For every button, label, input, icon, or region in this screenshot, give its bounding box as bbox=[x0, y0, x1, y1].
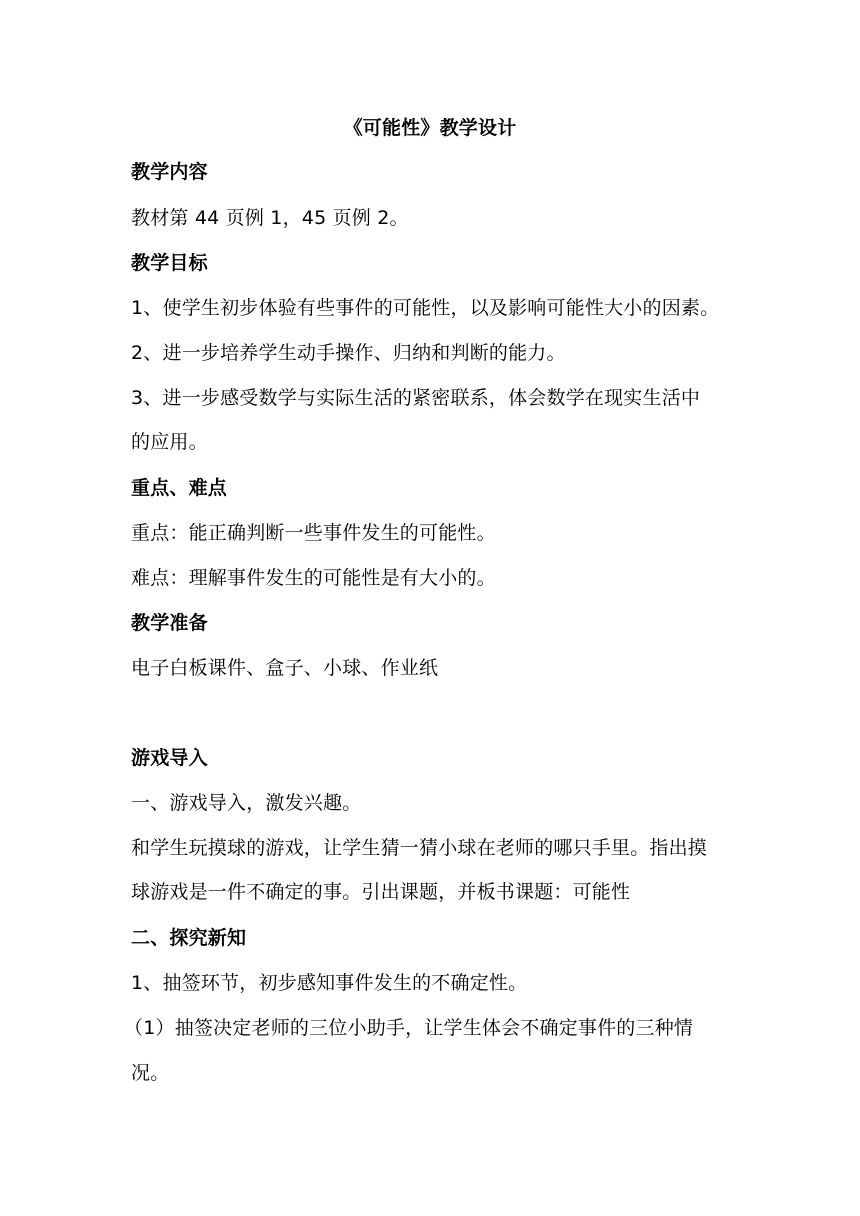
paragraph-line: 1、使学生初步体验有些事件的可能性，以及影响可能性大小的因素。 bbox=[131, 297, 720, 319]
heading-game-intro: 游戏导入 bbox=[131, 747, 208, 769]
paragraph-line: 球游戏是一件不确定的事。引出课题，并板书课题：可能性 bbox=[131, 881, 631, 903]
paragraph-line: 3、进一步感受数学与实际生活的紧密联系，体会数学在现实生活中 bbox=[131, 387, 701, 409]
paragraph-line: 2、进一步培养学生动手操作、归纳和判断的能力。 bbox=[131, 342, 566, 364]
paragraph-line: 难点：理解事件发生的可能性是有大小的。 bbox=[131, 567, 496, 589]
paragraph-line: 的应用。 bbox=[131, 431, 208, 453]
paragraph-line: 况。 bbox=[131, 1062, 170, 1084]
heading-key-points: 重点、难点 bbox=[131, 477, 228, 499]
paragraph-line: 电子白板课件、盒子、小球、作业纸 bbox=[131, 657, 439, 679]
paragraph-line: 重点：能正确判断一些事件发生的可能性。 bbox=[131, 522, 496, 544]
document-title: 《可能性》教学设计 bbox=[343, 117, 517, 139]
heading-teaching-content: 教学内容 bbox=[131, 161, 208, 183]
paragraph-line: 1、抽签环节，初步感知事件发生的不确定性。 bbox=[131, 972, 528, 994]
paragraph-line: （1）抽签决定老师的三位小助手，让学生体会不确定事件的三种情 bbox=[124, 1017, 694, 1039]
heading-teaching-objectives: 教学目标 bbox=[131, 252, 208, 274]
paragraph-line: 一、游戏导入，激发兴趣。 bbox=[131, 792, 362, 814]
paragraph-line: 教材第 44 页例 1，45 页例 2。 bbox=[131, 207, 409, 229]
paragraph-line: 和学生玩摸球的游戏，让学生猜一猜小球在老师的哪只手里。指出摸 bbox=[131, 837, 708, 859]
heading-explore: 二、探究新知 bbox=[131, 927, 247, 949]
heading-preparation: 教学准备 bbox=[131, 612, 208, 634]
